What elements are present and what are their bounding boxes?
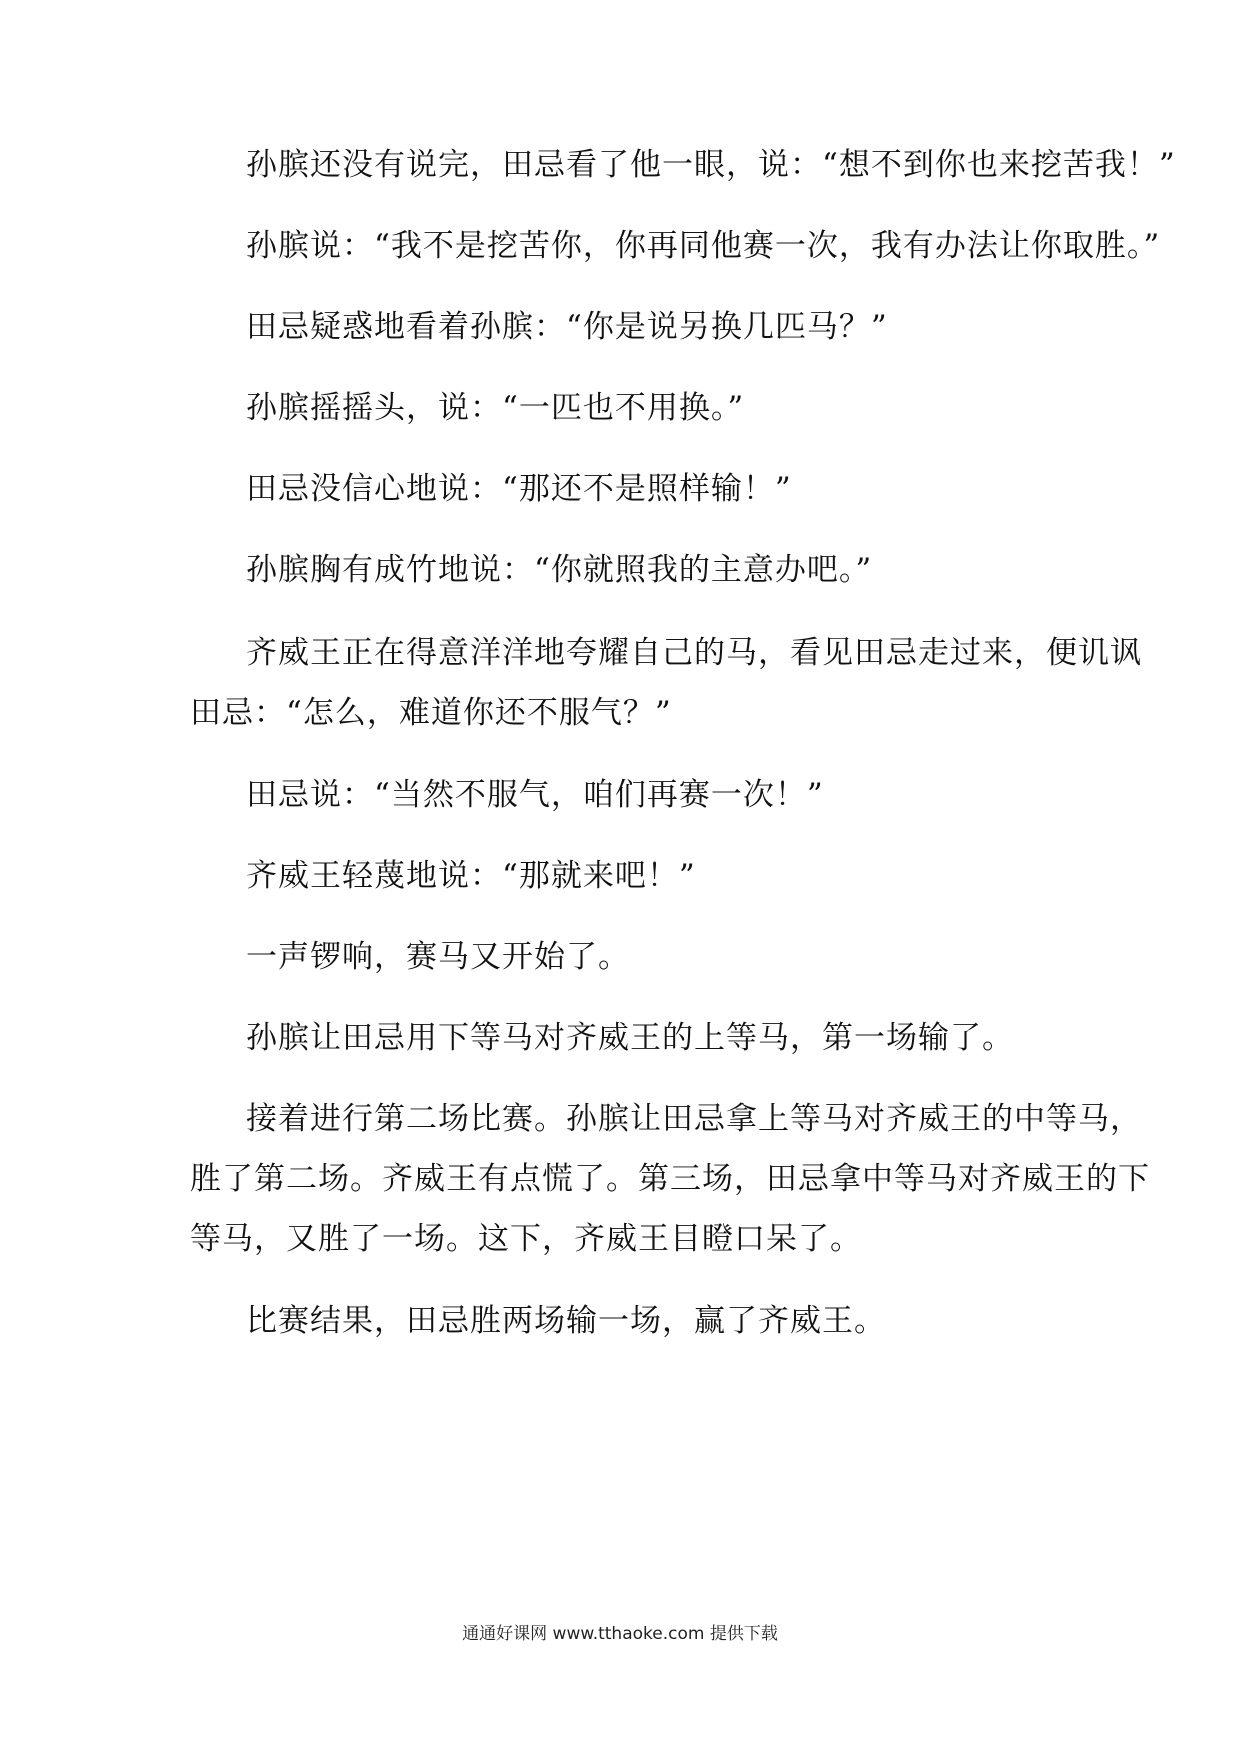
paragraph-line: 胜了第二场。齐威王有点慌了。第三场，田忌拿中等马对齐威王的下 (190, 1161, 1150, 1197)
paragraph-line: 孙膑让田忌用下等马对齐威王的上等马，第一场输了。 (246, 1020, 1014, 1056)
paragraph-line: 齐威王轻蔑地说：“那就来吧！” (246, 858, 696, 894)
paragraph-line: 田忌说：“当然不服气，咱们再赛一次！” (246, 777, 824, 813)
paragraph-line: 孙膑胸有成竹地说：“你就照我的主意办吧。” (246, 552, 873, 588)
paragraph-line: 孙膑摇摇头，说：“一匹也不用换。” (246, 390, 745, 426)
paragraph-line: 田忌没信心地说：“那还不是照样输！” (246, 471, 792, 507)
paragraph-line: 孙膑说：“我不是挖苦你，你再同他赛一次，我有办法让你取胜。” (246, 228, 1161, 264)
paragraph-line: 田忌疑惑地看着孙膑：“你是说另换几匹马？” (246, 309, 888, 345)
paragraph-line: 接着进行第二场比赛。孙膑让田忌拿上等马对齐威王的中等马， (246, 1101, 1142, 1137)
paragraph-line: 田忌：“怎么，难道你还不服气？” (190, 695, 672, 731)
paragraph-line: 孙膑还没有说完，田忌看了他一眼，说：“想不到你也来挖苦我！” (246, 147, 1176, 183)
paragraph-line: 齐威王正在得意洋洋地夸耀自己的马，看见田忌走过来，便讥讽 (246, 635, 1142, 671)
page-footer: 通通好课网 www.tthaoke.com 提供下载 (462, 1624, 778, 1644)
paragraph-line: 一声锣响，赛马又开始了。 (246, 939, 630, 975)
paragraph-line: 比赛结果，田忌胜两场输一场，赢了齐威王。 (246, 1303, 886, 1339)
paragraph-line: 等马，又胜了一场。这下，齐威王目瞪口呆了。 (190, 1221, 862, 1257)
